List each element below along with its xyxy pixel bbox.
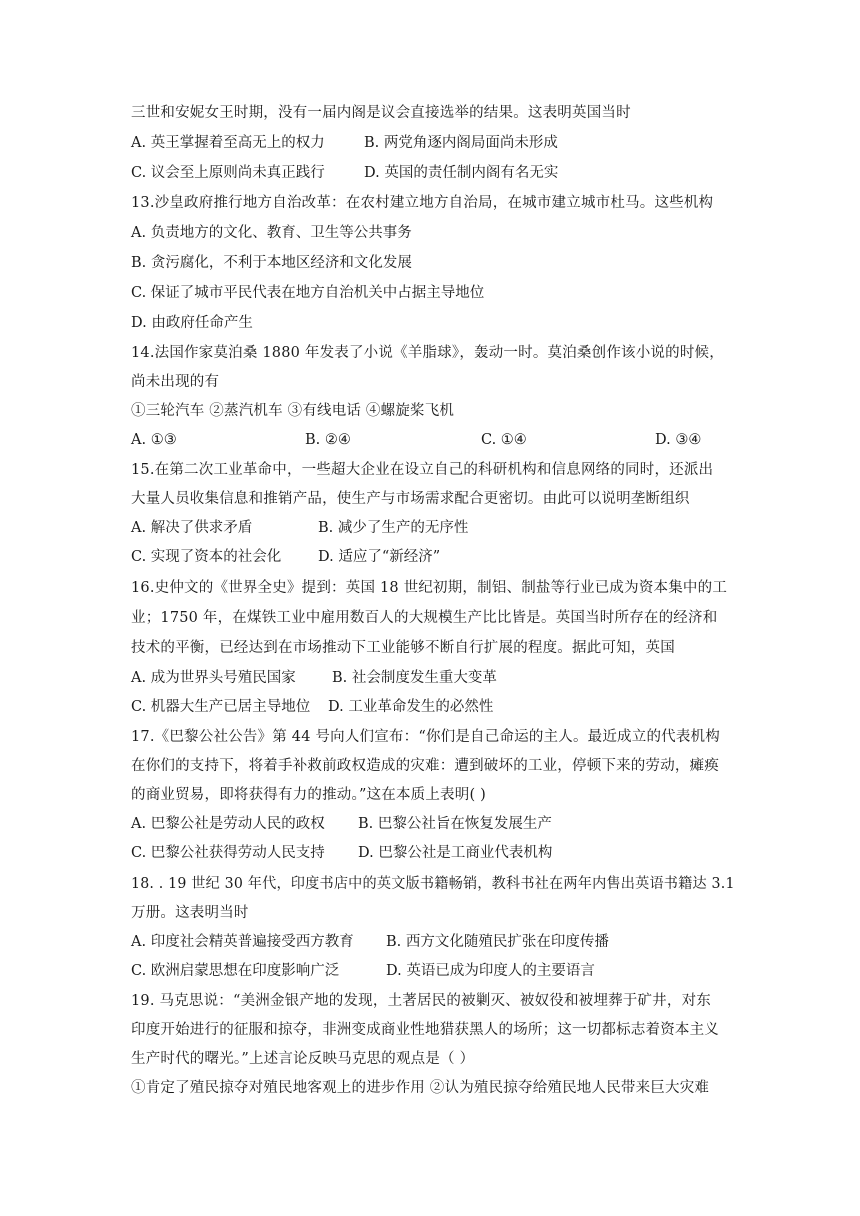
q19-items: ①肯定了殖民掠夺对殖民地客观上的进步作用 ②认为殖民掠夺给殖民地人民带来巨大灾难 (131, 1080, 710, 1096)
q17-option-a: A. 巴黎公社是劳动人民的政权 (131, 816, 325, 832)
q17-option-b: B. 巴黎公社旨在恢复发展生产 (358, 816, 552, 832)
q18-option-d: D. 英语已成为印度人的主要语言 (386, 963, 595, 979)
q13-option-c: C. 保证了城市平民代表在地方自治机关中占据主导地位 (131, 285, 485, 301)
q18-stem-line-1: 18. . 19 世纪 30 年代，印度书店中的英文版书籍畅销，教科书社在两年内售出英语书籍达 3.1 (131, 876, 735, 892)
q15-stem-line-1: 15.在第二次工业革命中，一些超大企业在设立自己的科研机构和信息网络的同时，还派出 (131, 462, 714, 478)
q19-stem-line-3: 生产时代的曙光。”上述言论反映马克思的观点是（ ） (131, 1051, 475, 1067)
q17-option-c: C. 巴黎公社获得劳动人民支持 (131, 845, 325, 861)
q12-option-c: C. 议会至上原则尚未真正践行 (131, 165, 325, 181)
q14-option-c: C. ①④ (481, 432, 527, 448)
q16-option-b: B. 社会制度发生重大变革 (332, 670, 497, 686)
q15-stem-line-2: 大量人员收集信息和推销产品，使生产与市场需求配合更密切。由此可以说明垄断组织 (131, 491, 690, 507)
q13-option-a: A. 负责地方的文化、教育、卫生等公共事务 (131, 225, 412, 241)
q17-stem-line-1: 17.《巴黎公社公告》第 44 号向人们宣布：“你们是自己命运的主人。最近成立的代表机构 (131, 729, 720, 745)
q16-option-a: A. 成为世界头号殖民国家 (131, 670, 296, 686)
q17-stem-line-2: 在你们的支持下，将着手补救前政权造成的灾难：遭到破坏的工业，停顿下来的劳动，瘫痪 (131, 758, 719, 774)
q16-option-d: D. 工业革命发生的必然性 (328, 699, 494, 715)
q12-option-a: A. 英王掌握着至高无上的权力 (131, 135, 325, 151)
q15-option-d: D. 适应了“新经济” (318, 549, 441, 565)
q16-stem-line-1: 16.史仲文的《世界全史》提到：英国 18 世纪初期，制铝、制盐等行业已成为资本集中的工 (131, 580, 728, 596)
q14-stem-line-2: 尚未出现的有 (131, 374, 220, 390)
q13-stem: 13.沙皇政府推行地方自治改革：在农村建立地方自治局，在城市建立城市杜马。这些机构 (131, 195, 714, 211)
q12-option-d: D. 英国的责任制内阁有名无实 (364, 165, 559, 181)
q14-stem-line-1: 14.法国作家莫泊桑 1880 年发表了小说《羊脂球》，轰动一时。莫泊桑创作该小说的时候， (131, 345, 724, 361)
q18-option-c: C. 欧洲启蒙思想在印度影响广泛 (131, 963, 340, 979)
q19-stem-line-2: 印度开始进行的征服和掠夺，非洲变成商业性地猎获黑人的场所；这一切都标志着资本主义 (131, 1022, 719, 1038)
q19-stem-line-1: 19. 马克思说：“美洲金银产地的发现，土著居民的被剿灭、被奴役和被埋葬于矿井，对东 (131, 993, 711, 1009)
q16-option-c: C. 机器大生产已居主导地位 (131, 699, 311, 715)
q16-stem-line-2: 业；1750 年，在煤铁工业中雇用数百人的大规模生产比比皆是。英国当时所存在的经济和 (131, 610, 718, 626)
q12-stem-continuation: 三世和安妮女王时期，没有一届内阁是议会直接选举的结果。这表明英国当时 (131, 105, 631, 121)
q14-option-b: B. ②④ (305, 432, 351, 448)
q18-option-b: B. 西方文化随殖民扩张在印度传播 (386, 934, 609, 950)
q15-option-a: A. 解决了供求矛盾 (131, 520, 253, 536)
q13-option-d: D. 由政府任命产生 (131, 315, 253, 331)
q13-option-b: B. 贪污腐化，不利于本地区经济和文化发展 (131, 255, 412, 271)
q16-stem-line-3: 技术的平衡，已经达到在市场推动下工业能够不断自行扩展的程度。据此可知，英国 (131, 640, 675, 656)
q17-stem-line-3: 的商业贸易，即将获得有力的推动。”这在本质上表明( ) (131, 787, 486, 803)
q18-stem-line-2: 万册。这表明当时 (131, 905, 249, 921)
q15-option-c: C. 实现了资本的社会化 (131, 549, 282, 565)
q14-option-d: D. ③④ (655, 432, 702, 448)
q17-option-d: D. 巴黎公社是工商业代表机构 (358, 845, 553, 861)
q14-option-a: A. ①③ (131, 432, 177, 448)
q14-items: ①三轮汽车 ②蒸汽机车 ③有线电话 ④螺旋桨飞机 (131, 403, 455, 419)
q18-option-a: A. 印度社会精英普遍接受西方教育 (131, 934, 354, 950)
q12-option-b: B. 两党角逐内阁局面尚未形成 (364, 135, 558, 151)
q15-option-b: B. 减少了生产的无序性 (318, 520, 469, 536)
